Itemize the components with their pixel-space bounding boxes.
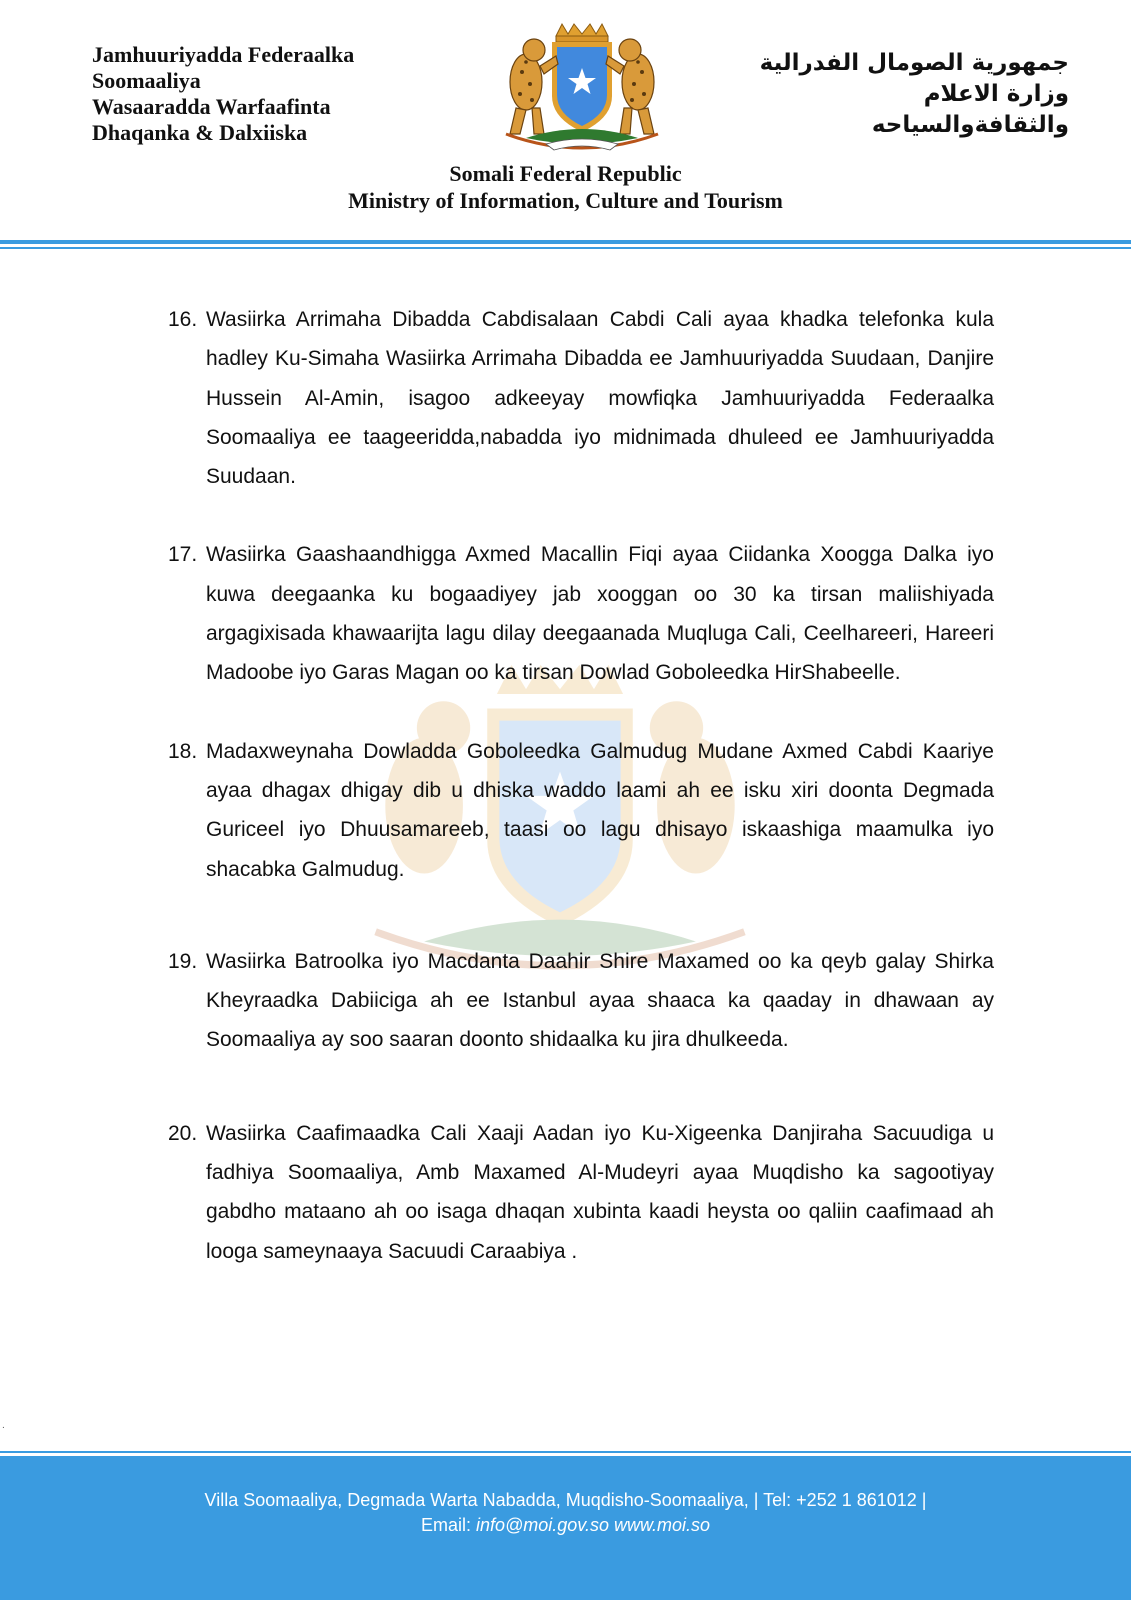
footer <box>0 1456 1131 1600</box>
header-ministry-name: Ministry of Information, Culture and Tourism <box>348 188 783 213</box>
header-divider-thick <box>0 240 1131 244</box>
footer-website-link[interactable]: www.moi.so <box>614 1515 711 1535</box>
item-text: Wasiirka Gaashaandhigga Axmed Macallin Fiqi ayaa Ciidanka Xoogga Dalka iyo kuwa deegaanka ku bogaadiyey jab xooggan oo 30 ka tirsan maliishiyada argagixisada khawaarijta lagu dilay deegaanada Muqluga Cali, Ceelhareeri, Hareeri Madoobe iyo Garas Magan oo ka tirsan Dowlad Goboleedka HirShabeelle. <box>206 543 994 685</box>
header-somali-line-2: Soomaaliya <box>92 68 201 93</box>
header-divider-thin <box>0 247 1131 249</box>
header-somali-line-4: Dhaqanka & Dalxiiska <box>92 120 308 145</box>
item-text: Madaxweynaha Dowladda Goboleedka Galmudug Mudane Axmed Cabdi Kaariye ayaa dhagax dhigay dib u dhiska waddo laami ah ee isku xiri doonta Degmada Guriceel iyo Dhuusamareeb, taasi oo lagu dhisayo iskaashiga maamulka iyo shacabka Galmudug. <box>206 739 994 881</box>
header-somali-title <box>92 42 354 146</box>
stray-mark: . <box>2 1420 5 1431</box>
footer-divider <box>0 1451 1131 1453</box>
item-text: Wasiirka Arrimaha Dibadda Cabdisalaan Cabdi Cali ayaa khadka telefonka kula hadley Ku-Simaha Wasiirka Arrimaha Dibadda ee Jamhuuriyadda Suudaan, Danjire Hussein Al-Amin, isagoo adkeeyay mowfiqka Jamhuuriyadda Federaalka Soomaaliya ee taageeridda,nabadda iyo midnimada dhuleed ee Jamhuuriyadda Suudaan. <box>206 308 994 489</box>
header-arabic-line-2: وزارة الاعلام <box>923 81 1069 107</box>
news-item-19 <box>168 942 994 1060</box>
header-arabic-line-1: جمهورية الصومال الفدرالية <box>759 50 1069 76</box>
footer-email-label: Email: <box>420 1515 476 1535</box>
header-arabic-line-3: والثقافةوالسياحه <box>871 112 1069 138</box>
item-number: 20. <box>168 1121 198 1145</box>
item-number: 17. <box>168 543 198 567</box>
header-english-title <box>0 160 1131 214</box>
coat-of-arms-icon <box>486 22 678 158</box>
header-somali-line-3: Wasaaradda Warfaafinta <box>92 94 331 119</box>
footer-email-link[interactable]: info@moi.gov.so <box>475 1515 609 1535</box>
news-item-17 <box>168 535 994 692</box>
header-somali-line-1: Jamhuuriyadda Federaalka <box>92 42 355 67</box>
news-item-16 <box>168 300 994 496</box>
news-list <box>168 300 994 1271</box>
header-arabic-title <box>760 48 1069 141</box>
item-number: 16. <box>168 308 198 331</box>
item-text: Wasiirka Batroolka iyo Macdanta Daahir Shire Maxamed oo ka qeyb galay Shirka Kheyraadka Dabiiciga ah ee Istanbul ayaa shaaca ka qaaday in dhawaan ay Soomaaliya ay soo saaran doonto shidaalka ku jira dhulkeeda. <box>206 949 994 1052</box>
footer-address: Villa Soomaaliya, Degmada Warta Nabadda, Muqdisho-Soomaaliya, | Tel: +252 1 861012 | <box>204 1490 927 1510</box>
news-item-18 <box>168 732 994 889</box>
item-number: 18. <box>168 739 198 763</box>
item-text: Wasiirka Caafimaadka Cali Xaaji Aadan iyo Ku-Xigeenka Danjiraha Sacuudiga u fadhiya Soomaaliya, Amb Maxamed Al-Mudeyri ayaa Muqdisho ka sagootiyay gabdho mataano ah oo isaga dhaqan xubinta kaadi heysta oo qaliin caafimaad ah looga sameynaaya Sacuudi Caraabiya . <box>206 1121 994 1263</box>
footer-contact <box>0 1513 1131 1538</box>
item-number: 19. <box>168 949 198 973</box>
header-republic-name: Somali Federal Republic <box>449 161 682 186</box>
news-item-20 <box>168 1114 994 1271</box>
